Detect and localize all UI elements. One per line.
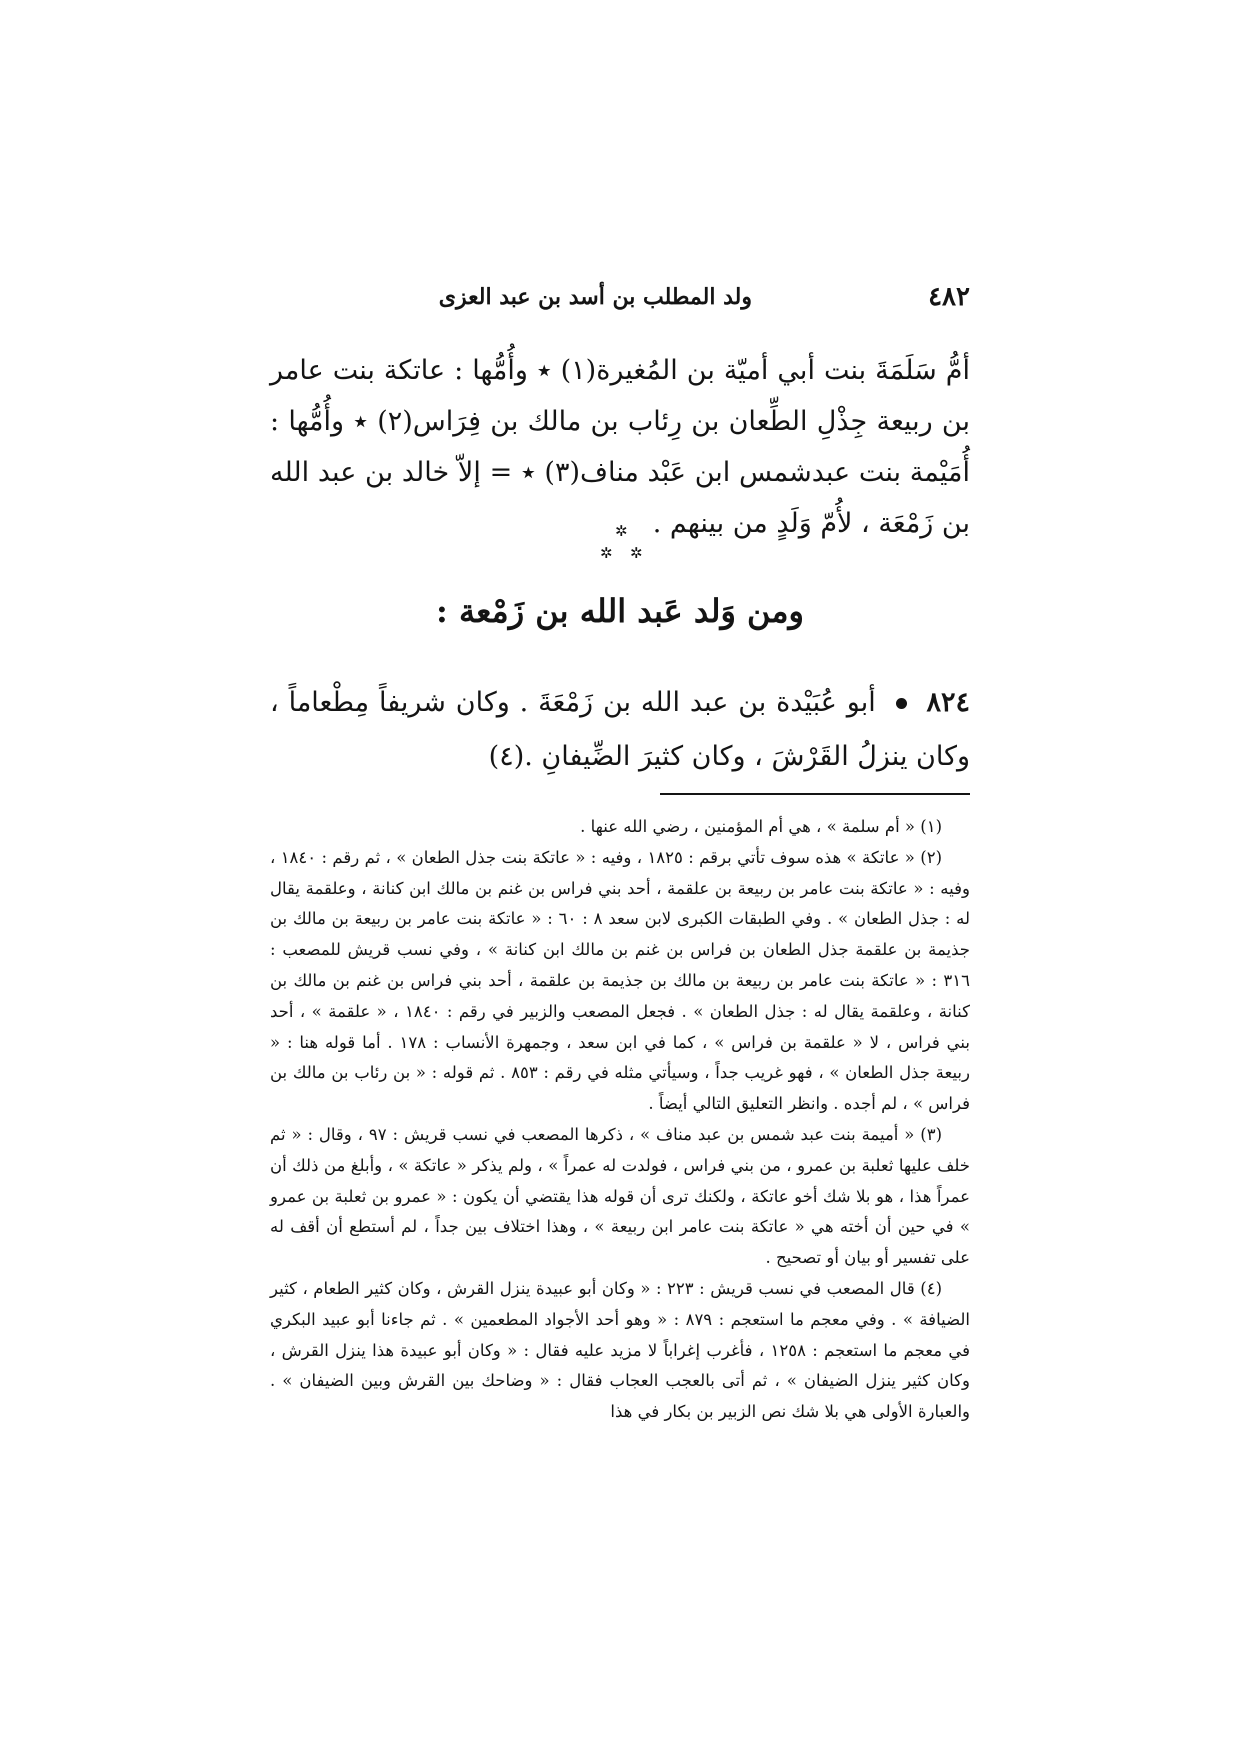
running-title: ولد المطلب بن أسد بن عبد العزى bbox=[438, 284, 752, 310]
footnote-2: (٢) « عاتكة » هذه سوف تأتي برقم : ١٨٢٥ ، وفيه : « عاتكة بنت جذل الطعان » ، ثم رقم : ١٨٤٠ ، وفيه : « عاتكة بنت عامر بن ربيعة بن علقمة ، أحد بني فراس بن غنم بن مالك ابن كنانة ، وعلقمة يقال له : جذل الطعان » . وفي الطبقات الكبرى لابن سعد ٨ : ٦٠ : « عاتكة بنت عامر بن ربيعة بن مالك بن جذيمة بن علقمة جذل الطعان بن فراس بن غنم بن مالك ابن كنانة » ، وفي نسب قريش للمصعب : ٣١٦ : « عاتكة بنت عامر بن ربيعة بن مالك بن جذيمة بن علقمة ، أحد بني فراس بن غنم بن مالك بن كنانة ، وعلقمة يقال له : جذل الطعان » . فجعل المصعب والزبير في رقم : ١٨٤٠ ، « علقمة » ، أحد بني فراس ، لا « علقمة بن فراس » ، كما في ابن سعد ، وجمهرة الأنساب : ١٧٨ . أما قوله هنا : « ربيعة جذل الطعان » ، فهو غريب جداً ، وسيأتي مثله في رقم : ٨٥٣ . ثم قوله : « بن رئاب بن مالك بن فراس » ، لم أجده . وانظر التعليق التالي أيضاً . bbox=[270, 847, 971, 1114]
section-heading: ومن وَلد عَبد الله بن زَمْعة : bbox=[436, 592, 804, 630]
asterisk-icon: ✲ bbox=[600, 544, 613, 562]
footnote-1: (١) « أم سلمة » ، هي أم المؤمنين ، رضي الله عنها . bbox=[580, 817, 942, 836]
main-paragraph-text: أمُّ سَلَمَةَ بنت أبي أميّة بن المُغيرة(١) ٭ وأُمُّها : عاتكة بنت عامر بن ربيعة جِذْلِ الطِّعان بن رِئاب بن مالك بن فِرَاس(٢) ٭ وأُمُّها : أُمَيْمة بنت عبدشمس ابن عَبْد مناف(٣) ٭ = إلاّ خالد بن عبد الله بن زَمْعَة ، لأُمّ وَلَدٍ من بينهم . bbox=[270, 355, 971, 539]
footnote-divider bbox=[660, 793, 970, 795]
entry-text: أبو عُبَيْدة بن عبد الله بن زَمْعَةَ . وكان شريفاً مِطْعاماً ، وكان ينزلُ القَرْشَ ، وكان كثيرَ الضِّيفانِ .(٤) bbox=[270, 687, 970, 772]
asterisk-icon: ✲ bbox=[630, 544, 643, 562]
footnote-3: (٣) « أميمة بنت عبد شمس بن عبد مناف » ، ذكرها المصعب في نسب قريش : ٩٧ ، وقال : « ثم خلف عليها ثعلبة بن عمرو ، من بني فراس ، فولدت له عمراً » ، ولم يذكر « عاتكة » ، وأبلغ من ذلك أن عمراً هذا ، هو بلا شك أخو عاتكة ، ولكنك ترى أن قوله هذا يقتضي أن يكون : « عمرو بن ثعلبة بن عمرو » في حين أن أخته هي « عاتكة بنت عامر ابن ربيعة » ، وهذا اختلاف بين جداً ، لم أستطع أن أقف له على تفسير أو بيان أو تصحيح . bbox=[270, 1124, 970, 1268]
main-paragraph bbox=[270, 345, 970, 549]
footnote-4: (٤) قال المصعب في نسب قريش : ٢٢٣ : « وكان أبو عبيدة ينزل القرش ، وكان كثير الطعام ، كثير الضيافة » . وفي معجم ما استعجم : ٨٧٩ : « وهو أحد الأجواد المطعمين » . ثم جاءنا أبو عبيد البكري في معجم ما استعجم : ١٢٥٨ ، فأغرب إغراباً لا مزيد عليه فقال : « وكان أبو عبيدة هذا ينزل القرش ، وكان كثير ينزل الضيفان » ، ثم أتى بالعجب العجاب فقال : « وضاحك بين القرش وبين الضيفان » . والعبارة الأولى هي بلا شك نص الزبير بن بكار في هذا bbox=[270, 1278, 970, 1422]
bullet-icon bbox=[896, 698, 907, 709]
asterism-divider bbox=[570, 522, 670, 572]
page-number: ٤٨٢ bbox=[928, 282, 970, 312]
page-header bbox=[270, 282, 970, 322]
footnotes bbox=[270, 812, 970, 1428]
asterisk-icon: ✲ bbox=[615, 522, 628, 540]
entry-number: ٨٢٤ bbox=[926, 687, 970, 718]
numbered-entry bbox=[270, 676, 970, 784]
